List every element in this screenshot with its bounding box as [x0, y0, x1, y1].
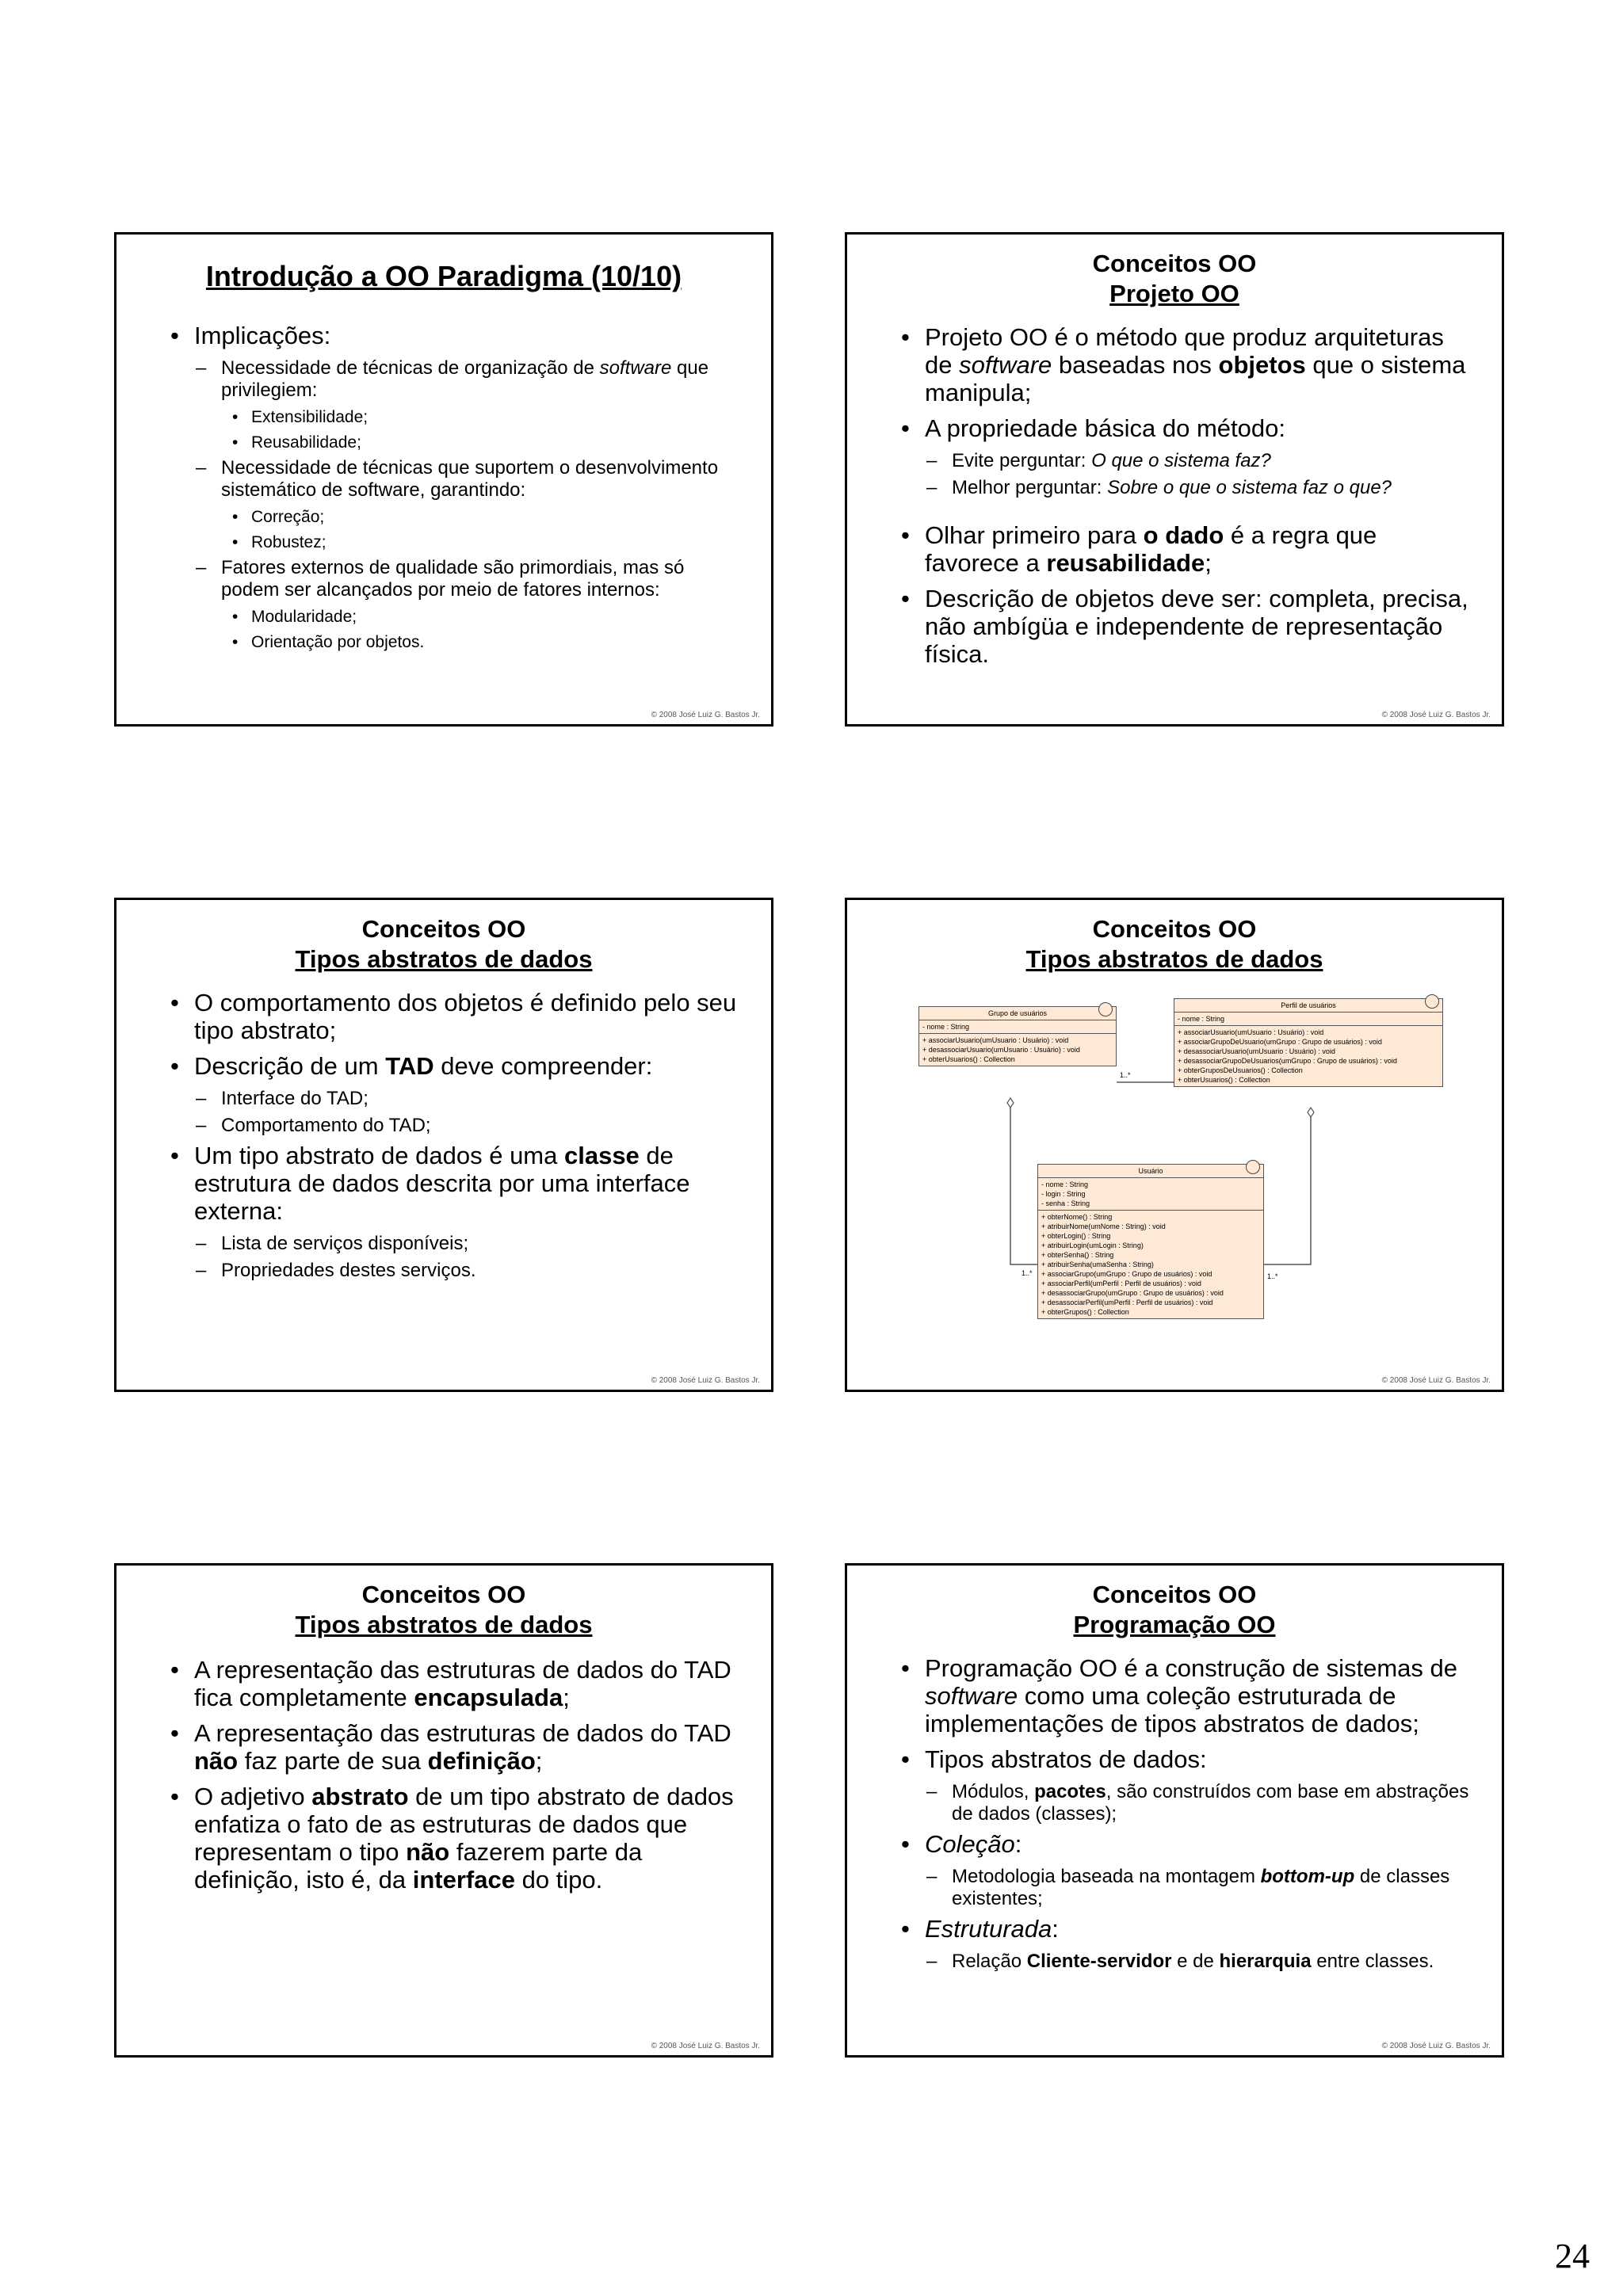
uml-class-perfil [1174, 998, 1443, 1087]
copyright: © 2008 José Luiz G. Bastos Jr. [651, 2042, 760, 2050]
slide-body [895, 1654, 1470, 1978]
slide-tad-2 [114, 1563, 773, 2058]
slide-body [164, 1656, 739, 1901]
entity-icon [1425, 994, 1439, 1009]
slide-title: Conceitos OO Tipos abstratos de dados [295, 915, 593, 973]
slide-body [164, 989, 739, 1287]
bullet: • Projeto OO é o método que produz arquiteturas de software baseadas nos objetos que o sistema manipula; [895, 323, 1470, 406]
sub-bullet: – Melhor perguntar: Sobre o que o sistema faz o que? [895, 477, 1470, 499]
sub-sub-bullet: • Robustez; [164, 532, 739, 554]
bullet: • Tipos abstratos de dados: [895, 1745, 1470, 1773]
entity-icon [1246, 1160, 1260, 1174]
bullet: • Descrição de um TAD deve compreender: [164, 1052, 739, 1080]
sub-bullet: – Interface do TAD; [164, 1088, 739, 1110]
slide-introducao [114, 232, 773, 727]
uml-class-name: Perfil de usuários [1174, 999, 1442, 1013]
uml-class-name: Grupo de usuários [919, 1007, 1116, 1020]
multiplicity-label: 1..* [1022, 1269, 1033, 1277]
bullet: • Estruturada: [895, 1915, 1470, 1943]
page-number: 24 [1555, 2237, 1590, 2275]
sub-sub-bullet: • Correção; [164, 506, 739, 528]
bullet: • Implicações: [164, 322, 739, 349]
slide-body [895, 323, 1470, 676]
sub-bullet: – Propriedades destes serviços. [164, 1260, 739, 1282]
slide-title: Conceitos OO Programação OO [1073, 1581, 1276, 1638]
slide-title: Introdução a OO Paradigma (10/10) [205, 260, 682, 292]
sub-bullet: – Comportamento do TAD; [164, 1115, 739, 1137]
uml-attributes: - nome : String - login : String - senha : String [1038, 1178, 1263, 1211]
sub-bullet: – Metodologia baseada na montagem bottom-up de classes existentes; [895, 1866, 1470, 1910]
bullet: • A propriedade básica do método: [895, 414, 1470, 442]
sub-bullet: – Relação Cliente-servidor e de hierarquia entre classes. [895, 1951, 1470, 1973]
bullet: • Olhar primeiro para o dado é a regra que favorece a reusabilidade; [895, 521, 1470, 577]
entity-icon [1098, 1002, 1113, 1016]
bullet: • Um tipo abstrato de dados é uma classe de estrutura de dados descrita por uma interface externa: [164, 1142, 739, 1225]
sub-bullet: – Lista de serviços disponíveis; [164, 1233, 739, 1255]
uml-class-name: Usuário [1038, 1165, 1263, 1178]
copyright: © 2008 José Luiz G. Bastos Jr. [651, 711, 760, 719]
slide-title: Conceitos OO Projeto OO [1092, 250, 1257, 307]
multiplicity-label: 1..* [1120, 1071, 1131, 1079]
bullet: • O comportamento dos objetos é definido pelo seu tipo abstrato; [164, 989, 739, 1044]
sub-bullet: – Módulos, pacotes, são construídos com base em abstrações de dados (classes); [895, 1781, 1470, 1825]
sub-sub-bullet: • Extensibilidade; [164, 406, 739, 429]
uml-class-usuario [1037, 1164, 1264, 1319]
uml-operations: + associarUsuario(umUsuario : Usuário) : void + associarGrupoDeUsuario(umGrupo : Grupo de usuários) : void + desassociarUsuario(umUsuario : Usuário) : void + desassociarGrupoDeUsuarios(umGrupo : Grupo de usuários) : void + obterGruposDeUsuarios() : Collection + obterUsuarios() : Collection [1178, 1028, 1397, 1084]
multiplicity-label: 1..* [1267, 1272, 1278, 1280]
slide-title: Conceitos OO Tipos abstratos de dados [1025, 915, 1323, 973]
bullet: • Descrição de objetos deve ser: completa, precisa, não ambígüa e independente de representação física. [895, 585, 1470, 668]
slide-programacao-oo [845, 1563, 1504, 2058]
slide-title: Conceitos OO Tipos abstratos de dados [295, 1581, 593, 1638]
sub-bullet: – Necessidade de técnicas que suportem o desenvolvimento sistemático de software, garantindo: [164, 457, 739, 502]
uml-class-grupo [918, 1006, 1117, 1066]
bullet: • A representação das estruturas de dados do TAD não faz parte de sua definição; [164, 1719, 739, 1775]
bullet: • Programação OO é a construção de sistemas de software como uma coleção estruturada de implementações de tipos abstratos de dados; [895, 1654, 1470, 1737]
sub-sub-bullet: • Modularidade; [164, 606, 739, 628]
sub-bullet: – Evite perguntar: O que o sistema faz? [895, 450, 1470, 472]
uml-operations: + obterNome() : String + atribuirNome(umNome : String) : void + obterLogin() : String + atribuirLogin(umLogin : String) + obterSenha() : String + atribuirSenha(umaSenha : String) + associarGrupo(umGrupo : Grupo de usuários) : void + associarPerfil(umPerfil : Perfil de usuários) : void + desassociarGrupo(umGrupo : Grupo de usuários) : void + desassociarPerfil(umPerfil : Perfil de usuários) : void + obterGrupos() : Collection [1041, 1213, 1224, 1316]
sub-bullet: – Necessidade de técnicas de organização de software que privilegiem: [164, 357, 739, 402]
bullet: • Coleção: [895, 1830, 1470, 1858]
copyright: © 2008 José Luiz G. Bastos Jr. [1381, 711, 1491, 719]
uml-attributes: - nome : String [919, 1020, 1116, 1034]
sub-sub-bullet: • Orientação por objetos. [164, 631, 739, 654]
sub-bullet: – Fatores externos de qualidade são primordiais, mas só podem ser alcançados por meio de fatores internos: [164, 557, 739, 601]
uml-attributes: - nome : String [1174, 1013, 1442, 1026]
bullet: • A representação das estruturas de dados do TAD fica completamente encapsulada; [164, 1656, 739, 1711]
slide-tad-uml [845, 898, 1504, 1392]
sub-sub-bullet: • Reusabilidade; [164, 432, 739, 454]
copyright: © 2008 José Luiz G. Bastos Jr. [651, 1376, 760, 1385]
slide-projeto-oo [845, 232, 1504, 727]
uml-operations: + associarUsuario(umUsuario : Usuário) : void + desassociarUsuario(umUsuario : Usuário) : void + obterUsuarios() : Collection [922, 1036, 1080, 1063]
slide-tad-1 [114, 898, 773, 1392]
slide-body [164, 322, 739, 657]
bullet: • O adjetivo abstrato de um tipo abstrato de dados enfatiza o fato de as estruturas de dados que representam o tipo não fazerem parte da definição, isto é, da interface do tipo. [164, 1783, 739, 1894]
copyright: © 2008 José Luiz G. Bastos Jr. [1381, 1376, 1491, 1385]
copyright: © 2008 José Luiz G. Bastos Jr. [1381, 2042, 1491, 2050]
